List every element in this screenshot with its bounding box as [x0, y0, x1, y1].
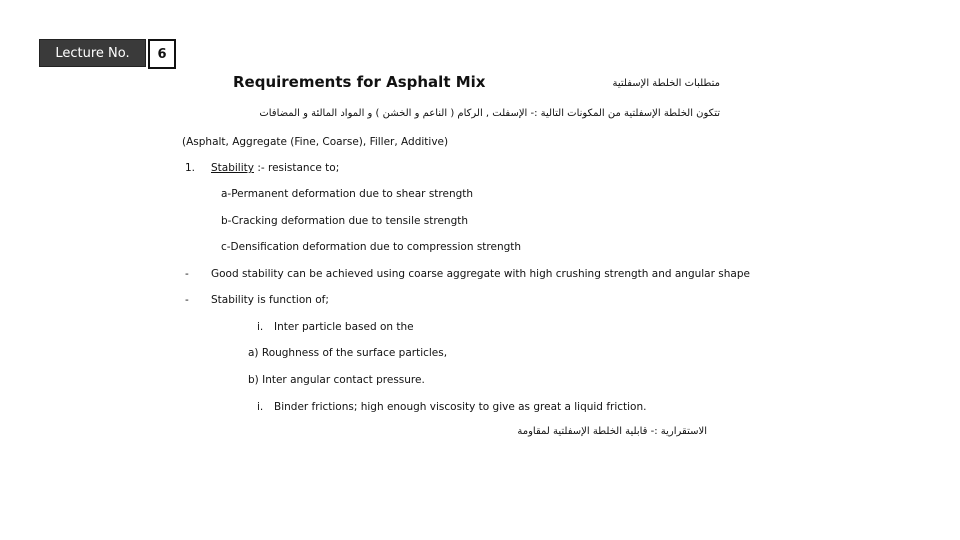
function-i2-text: Binder frictions; high enough viscosity to give as great a liquid friction. — [274, 401, 647, 413]
components-line: (Asphalt, Aggregate (Fine, Coarse), Filler, Additive) — [182, 136, 449, 148]
function-b-text: b) Inter angular contact pressure. — [248, 374, 425, 386]
bullet-text-2: Stability is function of; — [211, 294, 329, 306]
bullet-text-1: Good stability can be achieved using coarse aggregate with high crushing strength and angular shape — [211, 268, 750, 280]
stability-item-a: a-Permanent deformation due to shear strength — [221, 188, 474, 200]
arabic-intro: تتكون الخلطة الإسفلتية من المكونات التالية :- الإسفلت , الركام ( الناعم و الخشن ) و المواد المالئة و المضافات — [259, 108, 720, 119]
function-i1-marker: i. — [257, 321, 264, 333]
function-i1-text: Inter particle based on the — [274, 321, 414, 333]
bullet-marker-2: - — [185, 294, 189, 306]
lecture-label: Lecture No. — [55, 45, 130, 61]
stability-label: Stability — [211, 162, 254, 174]
bullet-marker-1: - — [185, 268, 189, 280]
stability-item-b: b-Cracking deformation due to tensile strength — [221, 215, 469, 227]
arabic-stability-def: الاستقرارية :- قابلية الخلطة الإسفلتية لمقاومة — [517, 426, 707, 437]
page-title: Requirements for Asphalt Mix — [233, 73, 486, 91]
lecture-number: 6 — [157, 46, 167, 62]
stability-text: :- resistance to; — [257, 162, 340, 174]
lecture-number-box — [148, 39, 176, 69]
stability-number: 1. — [185, 162, 196, 174]
function-i2-marker: i. — [257, 401, 264, 413]
function-a-text: a) Roughness of the surface particles, — [248, 347, 448, 359]
stability-heading — [211, 162, 339, 174]
lecture-label-box — [39, 39, 146, 67]
stability-item-c: c-Densification deformation due to compression strength — [221, 241, 522, 253]
arabic-title: متطلبات الخلطة الإسفلتية — [612, 78, 720, 89]
